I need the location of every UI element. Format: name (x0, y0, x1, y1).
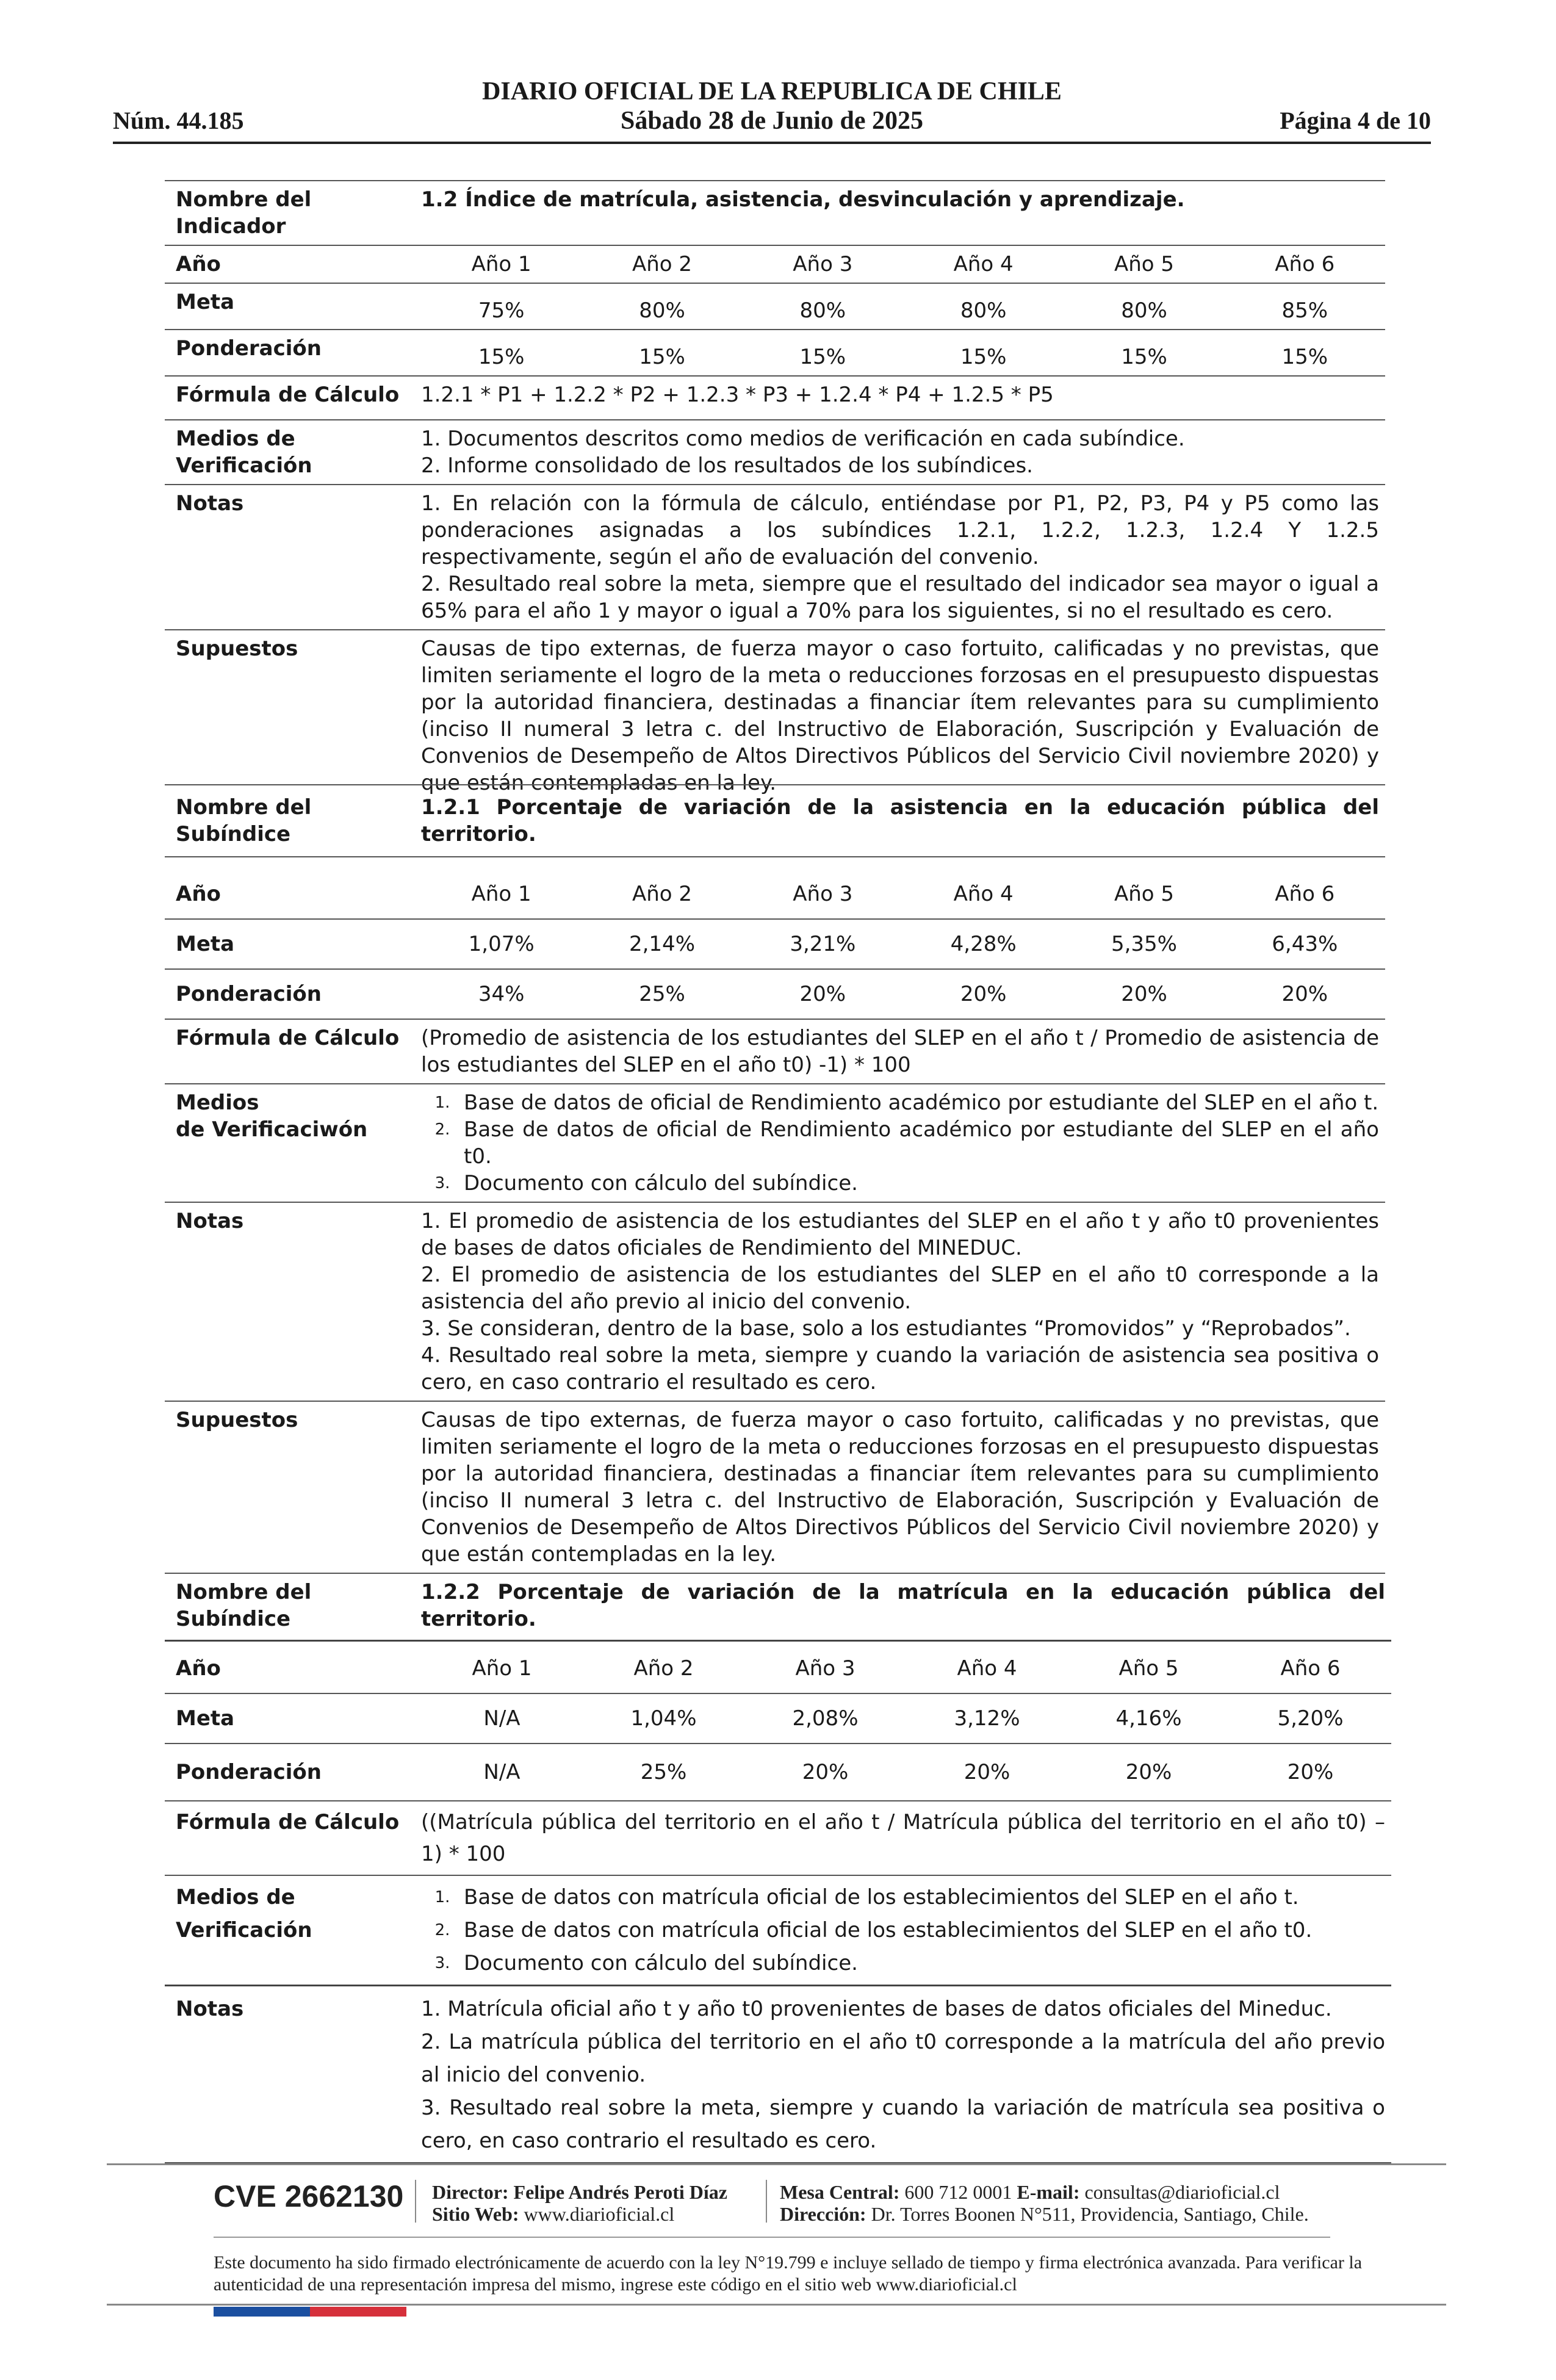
year-cell: Año 5 (1118, 1656, 1179, 1681)
sub2-meta-row (165, 1694, 1391, 1744)
note-item: 3. Resultado real sobre la meta, siempre y cuando la variación de matrícula sea positiva o cero, en caso contrario el resultado es cero. (421, 2096, 1385, 2153)
indicator-assumptions: Causas de tipo externas, de fuerza mayor o caso fortuito, calificadas y no previstas, que limiten seriamente el logro de la meta o reducciones forzosas en el presupuesto dispuestas por la autoridad financiera, destinadas a financiar ítem relevantes para su cumplimiento (inciso II numeral 3 letra c. del Instructivo de Elaboración, Suscripción y Evaluación de Convenios de Desempeño de Altos Directivos Públicos del Servicio Civil noviembre 2020) y que están contempladas en la ley. (421, 636, 1379, 795)
note-item: 1. En relación con la fórmula de cálculo, entiéndase por P1, P2, P3, P4 y P5 como las ponderaciones asignadas a los subíndices 1.2.1, 1.2.2, 1.2.3, 1.2.4 Y 1.2.5 respectivamente, según el año de evaluación del convenio. (421, 491, 1379, 569)
indicator-notes-row (165, 485, 1385, 630)
weight-cell: 15% (1121, 345, 1167, 369)
year-cell: Año 3 (793, 252, 853, 276)
year-cell: Año 4 (953, 882, 1014, 906)
site-link[interactable]: www.diarioficial.cl (524, 2203, 675, 2225)
sub1-assumptions-label: Supuestos (176, 1408, 298, 1432)
director-name: Felipe Andrés Peroti Díaz (513, 2181, 727, 2203)
cve-code: CVE 2662130 (214, 2179, 404, 2213)
sub2-verification-label: Medios de Verificación (176, 1885, 312, 1942)
indicator-formula-label: Fórmula de Cálculo (176, 383, 400, 407)
issue-number: Núm. 44.185 (113, 107, 244, 134)
flag-stripe-red (310, 2307, 406, 2317)
year-cell: Año 5 (1114, 252, 1174, 276)
meta-cell: 85% (1281, 298, 1328, 323)
indicator-assumptions-row (165, 630, 1385, 801)
year-cell: Año 3 (793, 882, 853, 906)
sub1-verification-list (421, 1089, 1379, 1197)
sub1-assumptions-row (165, 1402, 1385, 1574)
note-item: 4. Resultado real sobre la meta, siempre y cuando la variación de asistencia sea positiva o cero, en caso contrario el resultado es cero. (421, 1343, 1379, 1394)
footer-divider-bottom (107, 2304, 1446, 2306)
sub2-formula: ((Matrícula pública del territorio en el año t / Matrícula pública del territorio en el año t0) – 1) * 100 (421, 1810, 1385, 1866)
address-label: Dirección: (780, 2203, 866, 2225)
page-header (113, 72, 1431, 145)
address-value: Dr. Torres Boonen N°511, Providencia, Santiago, Chile. (871, 2203, 1309, 2225)
year-cell: Año 2 (632, 252, 693, 276)
sub2-notes-row (165, 1986, 1391, 2163)
weight-cell: 25% (639, 982, 685, 1006)
sub2-name-row (165, 1571, 1391, 1642)
year-cell: Año 6 (1275, 252, 1335, 276)
meta-cell: N/A (483, 1706, 520, 1731)
email-link[interactable]: consultas@diarioficial.cl (1084, 2181, 1280, 2203)
meta-cell: 4,28% (950, 932, 1017, 956)
footer-contact-block (780, 2181, 1309, 2225)
sub1-formula: (Promedio de asistencia de los estudiantes del SLEP en el año t / Promedio de asistencia de los estudiantes del SLEP en el año t0) -1) * 100 (421, 1026, 1379, 1077)
indicator-formula: 1.2.1 * P1 + 1.2.2 * P2 + 1.2.3 * P3 + 1.2.4 * P4 + 1.2.5 * P5 (421, 383, 1054, 407)
footer-separator (415, 2180, 416, 2223)
indicator-name: 1.2 Índice de matrícula, asistencia, desvinculación y aprendizaje. (421, 187, 1185, 212)
note-item: 2. El promedio de asistencia de los estudiantes del SLEP en el año t0 corresponde a la asistencia del año previo al inicio del convenio. (421, 1263, 1379, 1314)
year-cell: Año 6 (1275, 882, 1335, 906)
header-center (113, 77, 1431, 135)
sub1-formula-row (165, 1020, 1385, 1084)
year-cell: Año 2 (633, 1656, 694, 1681)
weight-cell: 15% (1281, 345, 1328, 369)
note-item: 1. El promedio de asistencia de los estudiantes del SLEP en el año t y año t0 provenientes de bases de datos oficiales de Rendimiento del MINEDUC. (421, 1209, 1379, 1260)
weight-cell: 20% (960, 982, 1007, 1006)
sub1-formula-label: Fórmula de Cálculo (176, 1026, 400, 1050)
indicator-name-label: Nombre del Indicador (176, 187, 312, 239)
year-cell: Año 5 (1114, 882, 1174, 906)
indicator-table (165, 180, 1385, 801)
list-item: 2. Base de datos de oficial de Rendimiento académico por estudiante del SLEP en el año t0. (434, 1117, 1379, 1169)
note-item: 2. La matrícula pública del territorio en el año t0 corresponde a la matrícula del año previo al inicio del convenio. (421, 2030, 1385, 2087)
email-label: E-mail: (1017, 2181, 1080, 2203)
sub1-weight-row (165, 970, 1385, 1020)
indicator-weight-row (165, 330, 1385, 377)
sub1-assumptions: Causas de tipo externas, de fuerza mayor o caso fortuito, calificadas y no previstas, que limiten seriamente el logro de la meta o reducciones forzosas en el presupuesto dispuestas por la autoridad financiera, destinadas a financiar ítem relevantes para su cumplimiento (inciso II numeral 3 letra c. del Instructivo de Elaboración, Suscripción y Evaluación de Convenios de Desempeño de Altos Directivos Públicos del Servicio Civil noviembre 2020) y que están contempladas en la ley. (421, 1408, 1379, 1567)
weight-cell: 20% (802, 1760, 849, 1784)
list-item: 3. Documento con cálculo del subíndice. (434, 1171, 858, 1195)
sub1-verification-row (165, 1084, 1385, 1203)
year-cell: Año 1 (471, 252, 531, 276)
director-label: Director: (432, 2181, 509, 2203)
weight-cell: 34% (478, 982, 525, 1006)
meta-cell: 80% (639, 298, 685, 323)
newspaper-title: DIARIO OFICIAL DE LA REPUBLICA DE CHILE (482, 78, 1062, 106)
sub2-notes-label: Notas (176, 1997, 244, 2021)
legal-notice: Este documento ha sido firmado electrónicamente de acuerdo con la ley N°19.799 e incluye sellado de tiempo y firma electrónica avanzada. Para verificar la autenticidad de una representación impresa del mismo, ingrese este código en el sitio web www.diarioficial.cl (214, 2252, 1363, 2295)
meta-cell: 3,21% (790, 932, 856, 956)
weight-cell: N/A (483, 1760, 520, 1784)
sub1-name: 1.2.1 Porcentaje de variación de la asistencia en la educación pública del territorio. (421, 795, 1379, 846)
sub2-formula-row (165, 1801, 1391, 1876)
footer-separator (766, 2180, 767, 2223)
meta-cell: 80% (960, 298, 1007, 323)
weight-cell: 20% (1121, 982, 1167, 1006)
weight-cell: 20% (963, 1760, 1010, 1784)
sub2-verification-list (421, 1881, 1385, 1980)
note-item: 1. Matrícula oficial año t y año t0 provenientes de bases de datos oficiales del Mineduc. (421, 1997, 1332, 2021)
header-divider (113, 142, 1431, 144)
sub2-name-label: Nombre del Subíndice (176, 1580, 312, 1631)
list-item: 2. Base de datos con matrícula oficial de los establecimientos del SLEP en el año t0. (434, 1918, 1313, 1942)
year-cell: Año 2 (632, 882, 693, 906)
list-item: 3. Documento con cálculo del subíndice. (434, 1951, 858, 1975)
site-label: Sitio Web: (432, 2203, 519, 2225)
meta-cell: 1,07% (468, 932, 535, 956)
list-item: 1. Base de datos de oficial de Rendimiento académico por estudiante del SLEP en el año t. (434, 1091, 1379, 1115)
issue-date: Sábado 28 de Junio de 2025 (621, 107, 923, 135)
sub1-notes-row (165, 1203, 1385, 1402)
sub2-name: 1.2.2 Porcentaje de variación de la matrícula en la educación pública del territorio. (421, 1580, 1385, 1631)
sub1-notes-label: Notas (176, 1209, 244, 1233)
sub2-weight-label: Ponderación (176, 1760, 322, 1784)
verification-item: 1. Documentos descritos como medios de verificación en cada subíndice. (421, 427, 1185, 451)
subindex-122-table (165, 1571, 1391, 2163)
note-item: 2. Resultado real sobre la meta, siempre que el resultado del indicador sea mayor o igual a 65% para el año 1 y mayor o igual a 70% para los siguientes, si no el resultado es cero. (421, 572, 1379, 623)
sub1-name-label: Nombre del Subíndice (176, 795, 312, 846)
footer-divider-middle (214, 2237, 1330, 2238)
weight-cell: 20% (1281, 982, 1328, 1006)
meta-cell: 5,35% (1111, 932, 1177, 956)
note-item: 3. Se consideran, dentro de la base, solo a los estudiantes “Promovidos” y “Reprobados”. (421, 1316, 1351, 1341)
weight-cell: 20% (1287, 1760, 1334, 1784)
year-cell: Año 4 (957, 1656, 1017, 1681)
sub1-years-row (165, 870, 1385, 920)
year-cell: Año 1 (471, 882, 531, 906)
meta-cell: 1,04% (630, 1706, 697, 1731)
year-cell: Año 3 (795, 1656, 855, 1681)
year-cell: Año 1 (472, 1656, 532, 1681)
sub2-years-label: Año (176, 1656, 221, 1681)
weight-cell: 15% (639, 345, 685, 369)
meta-cell: 6,43% (1272, 932, 1338, 956)
meta-cell: 75% (478, 298, 525, 323)
meta-cell: 4,16% (1115, 1706, 1182, 1731)
subindex-121-table (165, 784, 1385, 1574)
footer-director-block (432, 2181, 727, 2225)
sub2-verification-row (165, 1876, 1391, 1986)
sub1-name-row (165, 784, 1385, 857)
list-item: 1. Base de datos con matrícula oficial de los establecimientos del SLEP en el año t. (434, 1885, 1299, 1909)
weight-cell: 25% (640, 1760, 687, 1784)
sub1-years-label: Año (176, 882, 221, 906)
meta-cell: 3,12% (954, 1706, 1020, 1731)
indicator-years-label: Año (176, 252, 221, 276)
meta-cell: 80% (1121, 298, 1167, 323)
weight-cell: 20% (799, 982, 846, 1006)
sub1-meta-row (165, 920, 1385, 970)
verification-item: 2. Informe consolidado de los resultados de los subíndices. (421, 453, 1033, 478)
indicator-verification-label: Medios de Verificación (176, 427, 312, 478)
weight-cell: 15% (799, 345, 846, 369)
sub2-meta-label: Meta (176, 1706, 235, 1731)
weight-cell: 20% (1125, 1760, 1172, 1784)
page-number: Página 4 de 10 (1280, 107, 1431, 134)
indicator-meta-row (165, 284, 1385, 330)
indicator-verification-row (165, 420, 1385, 485)
meta-cell: 80% (799, 298, 846, 323)
year-cell: Año 4 (953, 252, 1014, 276)
sub2-formula-label: Fórmula de Cálculo (176, 1810, 400, 1834)
indicator-meta-label: Meta (176, 290, 235, 314)
flag-stripe-blue (214, 2307, 310, 2317)
weight-cell: 15% (960, 345, 1007, 369)
year-cell: Año 6 (1280, 1656, 1341, 1681)
sub1-meta-label: Meta (176, 932, 235, 956)
meta-cell: 2,08% (792, 1706, 859, 1731)
meta-cell: 2,14% (629, 932, 695, 956)
meta-cell: 5,20% (1277, 1706, 1344, 1731)
sub2-years-row (165, 1644, 1391, 1694)
phone-value: 600 712 0001 (904, 2181, 1012, 2203)
sub1-verification-label (165, 1089, 421, 1197)
sub1-verification-label-line2: de Verificaciwón (176, 1117, 368, 1142)
footer-divider-top (107, 2163, 1446, 2165)
weight-cell: 15% (478, 345, 525, 369)
indicator-notes-label: Notas (176, 491, 244, 516)
indicator-name-row (165, 180, 1385, 246)
indicator-formula-row (165, 377, 1385, 420)
indicator-assumptions-label: Supuestos (176, 636, 298, 661)
sub1-verification-label-line1: Medios (176, 1091, 259, 1115)
sub2-weight-row (165, 1744, 1391, 1801)
indicator-years-row (165, 246, 1385, 284)
phone-label: Mesa Central: (780, 2181, 900, 2203)
sub1-weight-label: Ponderación (176, 982, 322, 1006)
indicator-weight-label: Ponderación (176, 336, 322, 361)
